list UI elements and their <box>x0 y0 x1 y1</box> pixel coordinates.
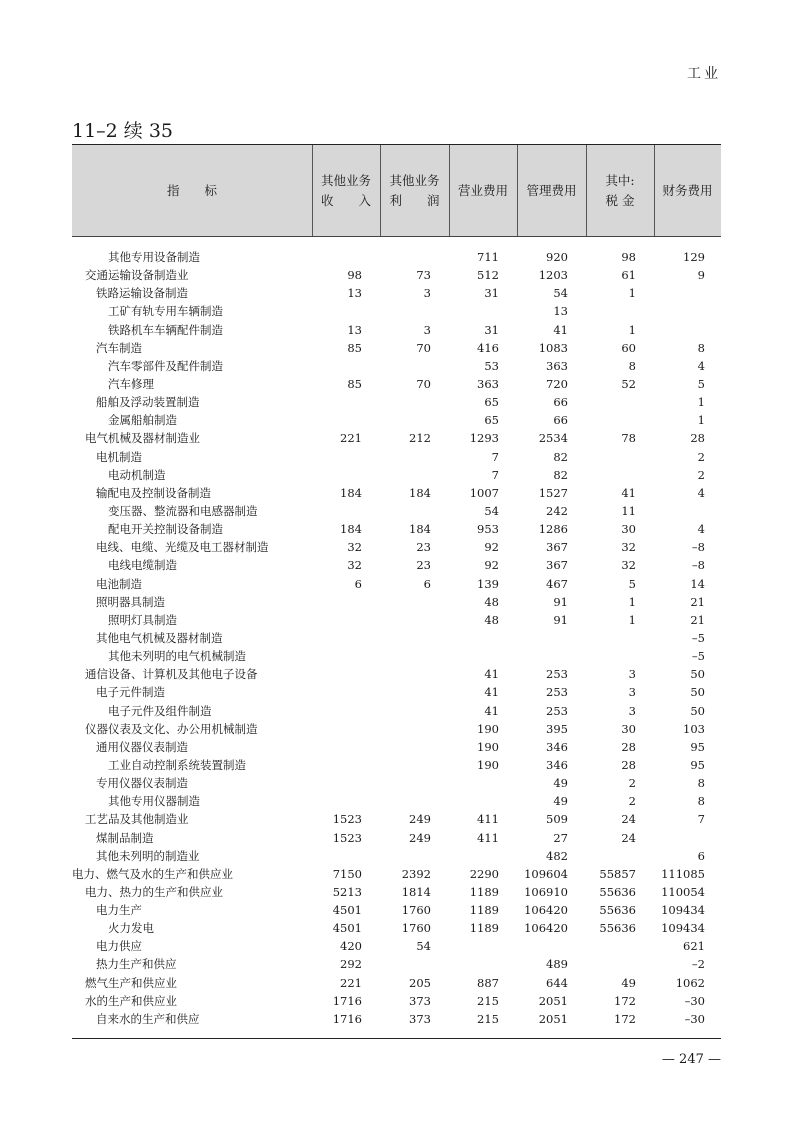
table-row <box>72 266 721 284</box>
row-value: 8 <box>697 776 705 791</box>
row-label: 输配电及控制设备制造 <box>96 485 211 500</box>
row-value: 8 <box>628 358 636 373</box>
row-value: 110054 <box>661 884 705 899</box>
table-row <box>72 375 721 393</box>
row-value: 8 <box>697 794 705 809</box>
row-value: 65 <box>484 413 499 428</box>
row-value: 184 <box>340 522 362 537</box>
row-value: 92 <box>484 540 499 555</box>
row-label: 专用仪器仪表制造 <box>96 776 188 791</box>
row-value: 1523 <box>332 812 362 827</box>
table-row <box>72 919 721 937</box>
row-value: 111085 <box>661 866 705 881</box>
row-value: 2 <box>697 449 705 464</box>
table-row <box>72 901 721 919</box>
row-value: 32 <box>621 558 636 573</box>
table-row <box>72 593 721 611</box>
row-value: 13 <box>347 286 362 301</box>
row-value: 1 <box>628 286 636 301</box>
row-label: 铁路运输设备制造 <box>96 286 188 301</box>
row-value: 85 <box>347 376 362 391</box>
row-value: 2051 <box>538 1011 568 1026</box>
row-label: 通用仪器仪表制造 <box>96 739 188 754</box>
row-value: 1007 <box>469 485 499 500</box>
row-value: 129 <box>683 250 705 264</box>
row-value: 5 <box>628 576 636 591</box>
row-value: 21 <box>690 594 705 609</box>
row-value: 65 <box>484 395 499 410</box>
table-row <box>72 484 721 502</box>
row-value: 70 <box>416 376 431 391</box>
row-value: 55636 <box>599 921 636 936</box>
header-admin-expense: 管理费用 <box>526 182 577 198</box>
row-value: 2 <box>628 794 636 809</box>
row-value: 367 <box>546 540 568 555</box>
row-value: 23 <box>416 558 431 573</box>
row-value: 489 <box>546 957 568 972</box>
row-value: 92 <box>484 558 499 573</box>
header-tax: 其中: 税 金 <box>605 172 635 208</box>
row-label: 通信设备、计算机及其他电子设备 <box>85 667 258 682</box>
table-row <box>72 992 721 1010</box>
row-value: 24 <box>621 830 636 845</box>
row-value: 95 <box>690 739 705 754</box>
row-value: 61 <box>621 268 636 283</box>
row-value: 373 <box>409 1011 431 1026</box>
row-value: 73 <box>416 268 431 283</box>
row-value: 32 <box>621 540 636 555</box>
row-value: 66 <box>553 395 568 410</box>
row-value: 887 <box>477 975 499 990</box>
header-operating-expense: 营业费用 <box>457 182 508 198</box>
row-value: 85 <box>347 340 362 355</box>
row-value: 249 <box>409 812 431 827</box>
header-divider <box>312 145 313 236</box>
row-label: 电力供应 <box>96 939 142 954</box>
row-value: 139 <box>477 576 499 591</box>
table-row <box>72 683 721 701</box>
row-value: 78 <box>621 431 636 446</box>
table-row <box>72 829 721 847</box>
header-bottom-rule <box>72 236 721 237</box>
row-value: 28 <box>690 431 705 446</box>
row-value: 109434 <box>661 903 705 918</box>
row-value: 1760 <box>401 921 431 936</box>
row-value: 221 <box>340 975 362 990</box>
row-value: 190 <box>477 739 499 754</box>
row-value: 4501 <box>332 903 362 918</box>
row-label: 热力生产和供应 <box>96 957 177 972</box>
row-value: 21 <box>690 612 705 627</box>
table-row <box>72 883 721 901</box>
row-label: 照明灯具制造 <box>108 612 177 627</box>
row-value: 54 <box>416 939 431 954</box>
row-value: 6 <box>354 576 362 591</box>
row-value: 49 <box>621 975 636 990</box>
table-row <box>72 738 721 756</box>
row-value: 49 <box>553 794 568 809</box>
row-value: 31 <box>484 322 499 337</box>
table-row <box>72 955 721 973</box>
table-bottom-rule <box>72 1038 721 1039</box>
row-value: 411 <box>477 812 499 827</box>
row-value: 2534 <box>538 431 568 446</box>
row-label: 工艺品及其他制造业 <box>85 812 189 827</box>
row-value: 420 <box>340 939 362 954</box>
row-label: 工业自动控制系统装置制造 <box>108 757 246 772</box>
row-value: –8 <box>691 558 705 573</box>
row-value: 1203 <box>538 268 568 283</box>
row-value: –5 <box>691 630 705 645</box>
table-row <box>72 575 721 593</box>
row-value: 54 <box>553 286 568 301</box>
row-value: 3 <box>628 685 636 700</box>
row-value: 109604 <box>524 866 568 881</box>
row-label: 工矿有轨专用车辆制造 <box>108 304 223 319</box>
row-value: 221 <box>340 431 362 446</box>
row-label: 汽车修理 <box>108 376 154 391</box>
row-value: 4 <box>697 358 705 373</box>
row-value: 190 <box>477 721 499 736</box>
row-value: 172 <box>614 1011 636 1026</box>
table-row <box>72 937 721 955</box>
row-value: 2051 <box>538 993 568 1008</box>
row-value: 184 <box>340 485 362 500</box>
row-value: 367 <box>546 558 568 573</box>
section-label: 工业 <box>687 66 721 82</box>
table-row <box>72 629 721 647</box>
row-value: 7 <box>697 812 705 827</box>
row-value: 106420 <box>524 903 568 918</box>
row-value: 1 <box>697 413 705 428</box>
row-value: 55636 <box>599 903 636 918</box>
table-row <box>72 720 721 738</box>
row-value: 109434 <box>661 921 705 936</box>
row-value: 48 <box>484 594 499 609</box>
row-value: 253 <box>546 703 568 718</box>
table-row <box>72 556 721 574</box>
table-row <box>72 284 721 302</box>
row-value: 1523 <box>332 830 362 845</box>
table-row <box>72 248 721 266</box>
row-value: 28 <box>621 757 636 772</box>
row-value: 346 <box>546 757 568 772</box>
row-value: 60 <box>621 340 636 355</box>
row-label: 水的生产和供应业 <box>85 993 177 1008</box>
row-label: 电力、燃气及水的生产和供应业 <box>72 866 233 881</box>
table-row <box>72 810 721 828</box>
row-value: 50 <box>690 703 705 718</box>
row-value: 82 <box>553 449 568 464</box>
row-value: 4501 <box>332 921 362 936</box>
row-value: 41 <box>621 485 636 500</box>
row-value: 172 <box>614 993 636 1008</box>
row-value: 5213 <box>332 884 362 899</box>
row-value: 509 <box>546 812 568 827</box>
row-value: 1 <box>628 612 636 627</box>
row-value: 242 <box>546 503 568 518</box>
table-row <box>72 756 721 774</box>
row-label: 其他专用仪器制造 <box>108 794 200 809</box>
row-value: 1 <box>628 322 636 337</box>
row-value: 363 <box>546 358 568 373</box>
row-value: 5 <box>697 376 705 391</box>
row-value: 395 <box>546 721 568 736</box>
row-label: 仪器仪表及文化、办公用机械制造 <box>85 721 258 736</box>
row-value: 6 <box>423 576 431 591</box>
row-value: 24 <box>621 812 636 827</box>
table-row <box>72 1010 721 1028</box>
table-row <box>72 647 721 665</box>
row-value: 9 <box>697 268 705 283</box>
row-label: 其他专用设备制造 <box>108 250 200 264</box>
table-row <box>72 357 721 375</box>
row-value: 31 <box>484 286 499 301</box>
row-value: 50 <box>690 685 705 700</box>
row-label: 自来水的生产和供应 <box>96 1011 200 1026</box>
row-value: 7 <box>491 449 499 464</box>
table-row <box>72 429 721 447</box>
header-indicator: 指 标 <box>166 182 217 198</box>
row-label: 交通运输设备制造业 <box>85 268 189 283</box>
row-value: 1814 <box>401 884 431 899</box>
row-value: 32 <box>347 558 362 573</box>
row-value: 512 <box>477 268 499 283</box>
row-value: –5 <box>691 649 705 664</box>
row-label: 火力发电 <box>108 921 154 936</box>
row-value: 13 <box>347 322 362 337</box>
row-label: 船舶及浮动装置制造 <box>96 395 200 410</box>
row-value: 49 <box>553 776 568 791</box>
header-divider <box>380 145 381 236</box>
row-value: 1189 <box>469 903 499 918</box>
table-row <box>72 792 721 810</box>
row-value: 205 <box>409 975 431 990</box>
header-other-profit: 其他业务 利 润 <box>389 172 440 208</box>
row-value: 50 <box>690 667 705 682</box>
table-row <box>72 520 721 538</box>
table-row <box>72 665 721 683</box>
header-divider <box>586 145 587 236</box>
row-value: 41 <box>484 667 499 682</box>
table-row <box>72 393 721 411</box>
row-value: 82 <box>553 467 568 482</box>
row-value: 1293 <box>469 431 499 446</box>
row-value: 920 <box>546 250 568 264</box>
row-label: 电线电缆制造 <box>108 558 177 573</box>
table-body <box>72 248 721 1028</box>
row-value: 1189 <box>469 884 499 899</box>
row-value: 3 <box>423 286 431 301</box>
row-label: 照明器具制造 <box>96 594 165 609</box>
row-label: 其他电气机械及器材制造 <box>96 630 223 645</box>
table-row <box>72 974 721 992</box>
row-value: 416 <box>477 340 499 355</box>
row-value: 215 <box>477 1011 499 1026</box>
row-value: 212 <box>409 431 431 446</box>
row-value: 66 <box>553 413 568 428</box>
row-value: 7150 <box>332 866 362 881</box>
row-value: 23 <box>416 540 431 555</box>
row-value: 1527 <box>538 485 568 500</box>
row-value: 30 <box>621 522 636 537</box>
row-label: 电机制造 <box>96 449 142 464</box>
row-value: 14 <box>690 576 705 591</box>
row-value: 106910 <box>524 884 568 899</box>
row-value: –2 <box>691 957 705 972</box>
row-value: 54 <box>484 503 499 518</box>
row-value: 1189 <box>469 921 499 936</box>
row-value: 190 <box>477 757 499 772</box>
table-row <box>72 611 721 629</box>
row-value: 292 <box>340 957 362 972</box>
header-divider <box>517 145 518 236</box>
row-value: –8 <box>691 540 705 555</box>
row-value: 1760 <box>401 903 431 918</box>
row-value: 482 <box>546 848 568 863</box>
row-label: 其他未列明的制造业 <box>96 848 200 863</box>
header-divider <box>449 145 450 236</box>
row-value: 411 <box>477 830 499 845</box>
row-label: 电力、热力的生产和供应业 <box>85 884 223 899</box>
row-value: 253 <box>546 685 568 700</box>
row-value: 2 <box>697 467 705 482</box>
row-value: 3 <box>628 667 636 682</box>
row-value: 467 <box>546 576 568 591</box>
header-divider <box>654 145 655 236</box>
header-other-income: 其他业务 收 入 <box>320 172 371 208</box>
row-value: 27 <box>553 830 568 845</box>
row-value: –30 <box>684 1011 705 1026</box>
row-label: 燃气生产和供应业 <box>85 975 177 990</box>
row-value: 644 <box>546 975 568 990</box>
row-label: 电子元件制造 <box>96 685 165 700</box>
row-value: 106420 <box>524 921 568 936</box>
row-value: 253 <box>546 667 568 682</box>
row-value: 6 <box>697 848 705 863</box>
page-number: — 247 — <box>661 1052 721 1067</box>
row-label: 电动机制造 <box>108 467 166 482</box>
row-value: 7 <box>491 467 499 482</box>
row-value: 91 <box>553 612 568 627</box>
row-value: 1716 <box>332 1011 362 1026</box>
row-value: 2 <box>628 776 636 791</box>
row-value: 1716 <box>332 993 362 1008</box>
row-value: 4 <box>697 522 705 537</box>
table-row <box>72 847 721 865</box>
table-row <box>72 702 721 720</box>
row-value: 249 <box>409 830 431 845</box>
row-value: 41 <box>484 703 499 718</box>
row-value: 98 <box>347 268 362 283</box>
row-label: 汽车制造 <box>96 340 142 355</box>
row-value: 953 <box>477 522 499 537</box>
row-value: 373 <box>409 993 431 1008</box>
table-title: 11–2 续 35 <box>72 120 174 142</box>
table-row <box>72 502 721 520</box>
row-label: 电力生产 <box>96 903 142 918</box>
header-finance-expense: 财务费用 <box>662 182 713 198</box>
row-value: 184 <box>409 522 431 537</box>
row-value: 8 <box>697 340 705 355</box>
row-value: 98 <box>621 250 636 264</box>
row-value: 91 <box>553 594 568 609</box>
row-value: 2290 <box>469 866 499 881</box>
row-value: 1286 <box>538 522 568 537</box>
row-value: 363 <box>477 376 499 391</box>
row-value: 32 <box>347 540 362 555</box>
row-value: 41 <box>484 685 499 700</box>
row-value: 11 <box>621 503 636 518</box>
row-value: 1062 <box>675 975 705 990</box>
row-value: 52 <box>621 376 636 391</box>
row-value: 95 <box>690 757 705 772</box>
row-label: 铁路机车车辆配件制造 <box>108 322 223 337</box>
table-row <box>72 538 721 556</box>
row-value: 215 <box>477 993 499 1008</box>
row-label: 电子元件及组件制造 <box>108 703 212 718</box>
row-value: 30 <box>621 721 636 736</box>
row-value: 103 <box>683 721 705 736</box>
row-label: 其他未列明的电气机械制造 <box>108 649 246 664</box>
row-value: 1 <box>697 395 705 410</box>
row-label: 汽车零部件及配件制造 <box>108 358 223 373</box>
table-row <box>72 774 721 792</box>
row-value: 1 <box>628 594 636 609</box>
row-value: 711 <box>477 250 499 264</box>
row-value: 70 <box>416 340 431 355</box>
table-row <box>72 448 721 466</box>
row-label: 电气机械及器材制造业 <box>85 431 200 446</box>
row-value: 53 <box>484 358 499 373</box>
row-value: 13 <box>553 304 568 319</box>
table-row <box>72 339 721 357</box>
row-value: 28 <box>621 739 636 754</box>
row-label: 电池制造 <box>96 576 142 591</box>
table-row <box>72 321 721 339</box>
row-value: 48 <box>484 612 499 627</box>
row-value: 3 <box>628 703 636 718</box>
row-value: 3 <box>423 322 431 337</box>
row-value: 621 <box>683 939 705 954</box>
row-value: 346 <box>546 739 568 754</box>
table-row <box>72 466 721 484</box>
table-row <box>72 302 721 320</box>
row-label: 金属船舶制造 <box>108 413 177 428</box>
row-value: 184 <box>409 485 431 500</box>
row-label: 配电开关控制设备制造 <box>108 522 223 537</box>
table-row <box>72 411 721 429</box>
row-label: 电线、电缆、光缆及电工器材制造 <box>96 540 269 555</box>
row-value: 720 <box>546 376 568 391</box>
row-value: 4 <box>697 485 705 500</box>
row-value: 2392 <box>401 866 431 881</box>
row-value: 1083 <box>538 340 568 355</box>
table-row <box>72 865 721 883</box>
row-value: –30 <box>684 993 705 1008</box>
row-value: 55636 <box>599 884 636 899</box>
row-value: 41 <box>553 322 568 337</box>
row-label: 变压器、整流器和电感器制造 <box>108 503 258 518</box>
row-label: 煤制品制造 <box>96 830 154 845</box>
row-value: 55857 <box>599 866 636 881</box>
